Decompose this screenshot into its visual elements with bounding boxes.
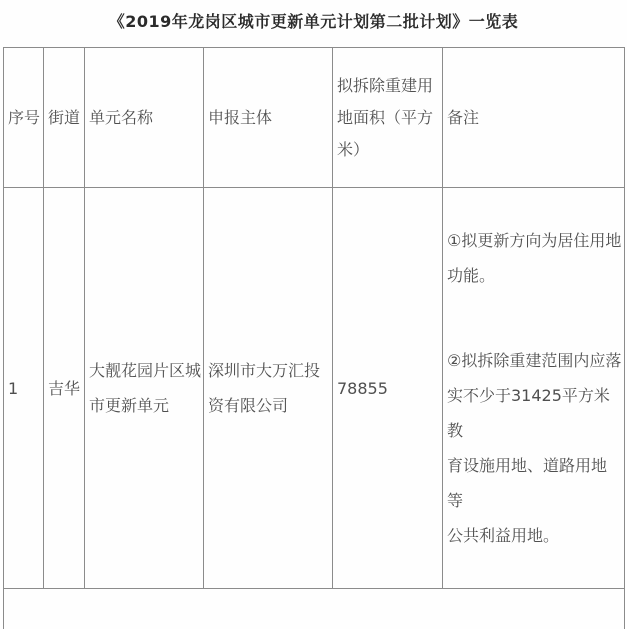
urban-renewal-plan-table — [3, 47, 625, 629]
partial-next-row — [4, 589, 625, 629]
table-row — [4, 188, 625, 589]
page-title: 《2019年龙岗区城市更新单元计划第二批计划》一览表 — [108, 12, 519, 31]
cell-seq-number: 1 — [4, 188, 44, 589]
remarks-paragraph-2: ②拟拆除重建范围内应落 实不少于31425平方米教 育设施用地、道路用地等 公共利益用地。 — [447, 351, 622, 545]
cell-applicant: 深圳市大万汇投 资有限公司 — [204, 188, 333, 589]
cell-demolition-area: 78855 — [333, 188, 443, 589]
header-street: 街道 — [44, 48, 85, 188]
cell-street: 吉华 — [44, 188, 85, 589]
header-demolition-area: 拟拆除重建用 地面积（平方 米） — [333, 48, 443, 188]
cell-remarks — [443, 188, 625, 589]
remarks-paragraph-1: ①拟更新方向为居住用地 功能。 — [447, 231, 622, 285]
cell-unit-name: 大靓花园片区城 市更新单元 — [85, 188, 204, 589]
header-remarks: 备注 — [443, 48, 625, 188]
header-applicant: 申报主体 — [204, 48, 333, 188]
table-header-row — [4, 48, 625, 188]
header-unit-name: 单元名称 — [85, 48, 204, 188]
header-seq-number: 序号 — [4, 48, 44, 188]
partial-next-row-cell — [4, 589, 625, 629]
